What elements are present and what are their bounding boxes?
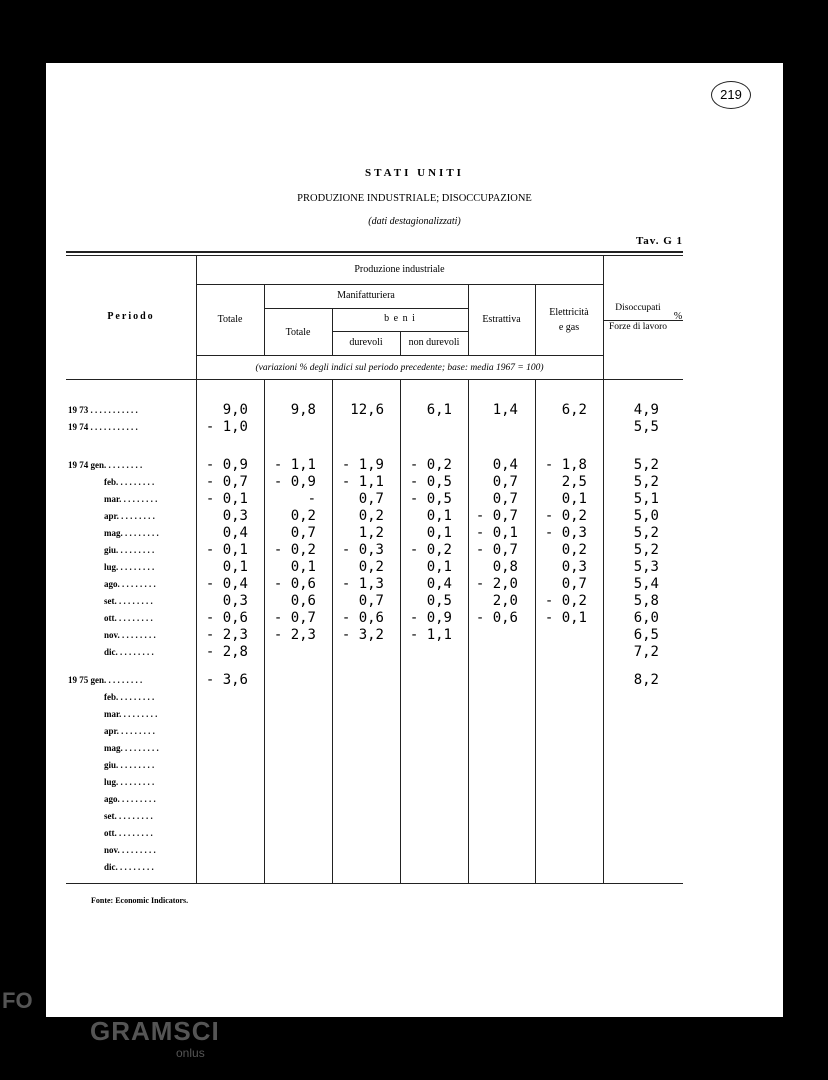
cell-tot: 0,3 — [222, 593, 248, 609]
row-label: 19 74 gen. . . . . . . . . — [68, 460, 143, 470]
row-label: mar. . . . . . . . . — [104, 709, 158, 719]
cell-elet: 0,7 — [561, 576, 587, 592]
document-page — [46, 63, 783, 1017]
row-label: giu. . . . . . . . . — [104, 760, 155, 770]
cell-dur: 0,2 — [358, 559, 384, 575]
cell-man: - 0,2 — [273, 542, 316, 558]
cell-nondur: - 0,2 — [409, 457, 452, 473]
cell-elet: 0,2 — [561, 542, 587, 558]
cell-dis: 5,4 — [633, 576, 659, 592]
cell-nondur: 0,1 — [426, 525, 452, 541]
cell-man: - 0,6 — [273, 576, 316, 592]
header-durevoli: durevoli — [349, 337, 383, 348]
header-totale: Totale — [217, 314, 243, 325]
row-label: ago. . . . . . . . . — [104, 579, 156, 589]
cell-man: 0,6 — [290, 593, 316, 609]
cell-dur: 0,7 — [358, 593, 384, 609]
cell-estr: 0,8 — [492, 559, 518, 575]
row-label: set. . . . . . . . . — [104, 811, 153, 821]
cell-estr: - 0,7 — [475, 508, 518, 524]
cell-man: 9,8 — [290, 402, 316, 418]
cell-tot: - 0,7 — [205, 474, 248, 490]
cell-man: - — [307, 491, 316, 507]
cell-dis: 5,8 — [633, 593, 659, 609]
cell-man: 0,2 — [290, 508, 316, 524]
cell-nondur: 0,5 — [426, 593, 452, 609]
cell-dis: 5,3 — [633, 559, 659, 575]
cell-dur: - 3,2 — [341, 627, 384, 643]
cell-estr: 0,7 — [492, 474, 518, 490]
row-label: mag. . . . . . . . . — [104, 743, 159, 753]
cell-dis: 5,5 — [633, 419, 659, 435]
cell-dis: 6,5 — [633, 627, 659, 643]
header-non-durevoli: non durevoli — [408, 337, 460, 348]
cell-tot: - 0,4 — [205, 576, 248, 592]
cell-dur: 1,2 — [358, 525, 384, 541]
header-manifatturiera: Manifatturiera — [337, 290, 395, 301]
cell-dur: 12,6 — [350, 402, 384, 418]
row-label: dic. . . . . . . . . — [104, 647, 154, 657]
header-produzione-industriale: Produzione industriale — [354, 264, 445, 275]
cell-man: 0,1 — [290, 559, 316, 575]
cell-dur: - 1,1 — [341, 474, 384, 490]
cell-nondur: - 0,5 — [409, 474, 452, 490]
cell-elet: 0,3 — [561, 559, 587, 575]
cell-man: 0,7 — [290, 525, 316, 541]
cell-elet: 0,1 — [561, 491, 587, 507]
row-label: nov. . . . . . . . . — [104, 845, 156, 855]
cell-dis: 6,0 — [633, 610, 659, 626]
cell-tot: - 0,9 — [205, 457, 248, 473]
header-percent: % — [673, 311, 683, 322]
header-forze-di-lavoro: Forze di lavoro — [608, 322, 668, 332]
cell-dis: 4,9 — [633, 402, 659, 418]
row-label: lug. . . . . . . . . — [104, 777, 155, 787]
cell-estr: - 0,7 — [475, 542, 518, 558]
header-variazioni-note: (variazioni % degli indici sul periodo precedente; base: media 1967 = 100) — [255, 363, 544, 373]
cell-tot: 0,1 — [222, 559, 248, 575]
cell-elet: 6,2 — [561, 402, 587, 418]
cell-man: - 1,1 — [273, 457, 316, 473]
cell-tot: 0,4 — [222, 525, 248, 541]
cell-dur: - 0,6 — [341, 610, 384, 626]
cell-dis: 5,2 — [633, 542, 659, 558]
document-note: (dati destagionalizzati) — [368, 216, 461, 227]
cell-tot: - 0,6 — [205, 610, 248, 626]
row-label: giu. . . . . . . . . — [104, 545, 155, 555]
header-beni: b e n i — [384, 313, 416, 324]
row-label: dic. . . . . . . . . — [104, 862, 154, 872]
cell-estr: 1,4 — [492, 402, 518, 418]
watermark-gramsci: GRAMSCI — [90, 1016, 220, 1046]
header-estrattiva: Estrattiva — [482, 314, 521, 325]
row-label: apr. . . . . . . . . — [104, 726, 155, 736]
cell-tot: - 2,8 — [205, 644, 248, 660]
row-label: nov. . . . . . . . . — [104, 630, 156, 640]
cell-dis: 5,2 — [633, 474, 659, 490]
cell-dur: - 1,3 — [341, 576, 384, 592]
cell-dis: 5,0 — [633, 508, 659, 524]
header-periodo: Periodo — [107, 311, 155, 322]
cell-nondur: - 0,5 — [409, 491, 452, 507]
cell-estr: 2,0 — [492, 593, 518, 609]
cell-dis: 7,2 — [633, 644, 659, 660]
cell-tot: - 0,1 — [205, 491, 248, 507]
cell-dur: - 0,3 — [341, 542, 384, 558]
cell-tot: 9,0 — [222, 402, 248, 418]
cell-dis: 8,2 — [633, 672, 659, 688]
watermark-onlus: onlus — [176, 1046, 205, 1060]
row-label: mag. . . . . . . . . — [104, 528, 159, 538]
cell-elet: - 1,8 — [544, 457, 587, 473]
table-id: Tav. G 1 — [635, 235, 683, 247]
cell-dur: 0,7 — [358, 491, 384, 507]
cell-man: - 2,3 — [273, 627, 316, 643]
row-label: 19 74 . . . . . . . . . . . — [68, 422, 138, 432]
row-label: set. . . . . . . . . — [104, 596, 153, 606]
cell-tot: 0,3 — [222, 508, 248, 524]
cell-nondur: 0,1 — [426, 508, 452, 524]
row-label: ott. . . . . . . . . — [104, 613, 153, 623]
row-label: 19 73 . . . . . . . . . . . — [68, 405, 138, 415]
cell-estr: - 0,1 — [475, 525, 518, 541]
cell-nondur: 6,1 — [426, 402, 452, 418]
watermark-fo: FO — [2, 988, 33, 1013]
cell-elet: - 0,1 — [544, 610, 587, 626]
cell-estr: 0,7 — [492, 491, 518, 507]
cell-elet: - 0,2 — [544, 508, 587, 524]
cell-dis: 5,2 — [633, 457, 659, 473]
cell-estr: 0,4 — [492, 457, 518, 473]
cell-tot: - 2,3 — [205, 627, 248, 643]
cell-dur: - 1,9 — [341, 457, 384, 473]
cell-estr: - 2,0 — [475, 576, 518, 592]
cell-tot: - 1,0 — [205, 419, 248, 435]
cell-dis: 5,1 — [633, 491, 659, 507]
cell-man: - 0,7 — [273, 610, 316, 626]
row-label: lug. . . . . . . . . — [104, 562, 155, 572]
header-manif-totale: Totale — [285, 327, 311, 338]
cell-estr: - 0,6 — [475, 610, 518, 626]
cell-nondur: - 0,2 — [409, 542, 452, 558]
cell-dur: 0,2 — [358, 508, 384, 524]
cell-dis: 5,2 — [633, 525, 659, 541]
row-label: ago. . . . . . . . . — [104, 794, 156, 804]
row-label: feb. . . . . . . . . — [104, 692, 155, 702]
header-e-gas: e gas — [558, 322, 580, 333]
cell-tot: - 3,6 — [205, 672, 248, 688]
header-elettricita: Elettricità — [549, 307, 589, 318]
cell-nondur: 0,4 — [426, 576, 452, 592]
source-note: Fonte: Economic Indicators. — [91, 896, 189, 905]
cell-nondur: - 0,9 — [409, 610, 452, 626]
document-title: STATI UNITI — [365, 167, 464, 179]
row-label: ott. . . . . . . . . — [104, 828, 153, 838]
row-label: apr. . . . . . . . . — [104, 511, 155, 521]
row-label: feb. . . . . . . . . — [104, 477, 155, 487]
cell-elet: - 0,2 — [544, 593, 587, 609]
cell-nondur: 0,1 — [426, 559, 452, 575]
cell-tot: - 0,1 — [205, 542, 248, 558]
header-disoccupati: Disoccupati — [615, 303, 661, 313]
row-label: mar. . . . . . . . . — [104, 494, 158, 504]
cell-man: - 0,9 — [273, 474, 316, 490]
row-label: 19 75 gen. . . . . . . . . — [68, 675, 143, 685]
document-subtitle: PRODUZIONE INDUSTRIALE; DISOCCUPAZIONE — [297, 193, 532, 204]
cell-nondur: - 1,1 — [409, 627, 452, 643]
archive-page-number: 219 — [711, 81, 751, 109]
cell-elet: - 0,3 — [544, 525, 587, 541]
cell-elet: 2,5 — [561, 474, 587, 490]
